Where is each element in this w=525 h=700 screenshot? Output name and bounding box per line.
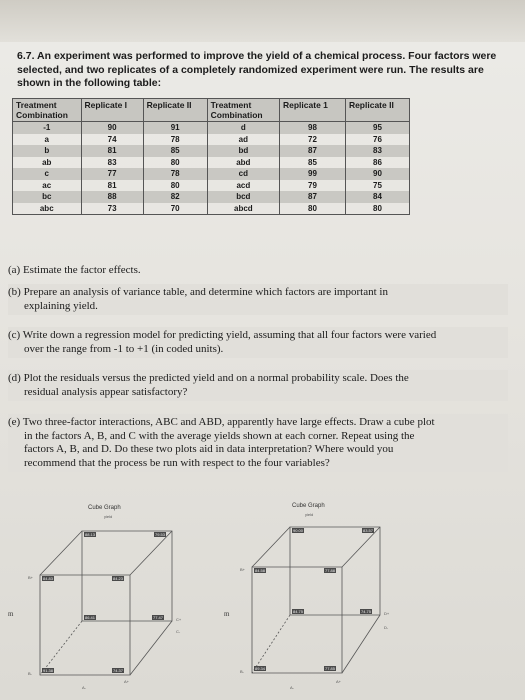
table-row [13,157,410,169]
side-mark: m [8,610,14,618]
corner-value: 86.41 [85,615,96,620]
table-cell: acd [207,180,279,192]
table-cell: 82 [143,191,207,203]
corner-value: 84.75 [293,609,304,614]
question-e-line1: (e) Two three-factor interactions, ABC and ABD, apparently have large effects. Draw a cube plot [8,416,435,428]
table-cell: 76 [345,134,409,146]
header-replicate-1: Replicate I [81,99,143,122]
cube-graph-title: Cube Graph [88,505,121,511]
table-cell: 83 [81,157,143,169]
axis-label: A+ [336,679,342,684]
question-d-line1: (d) Plot the residuals versus the predicted yield and on a normal probability scale. Does the [8,372,409,384]
table-cell: 84 [345,191,409,203]
axis-label: D+ [384,611,390,616]
question-d-line2: residual analysis appear satisfactory? [24,385,188,398]
header-replicate-1b: Replicate 1 [280,99,346,122]
table-cell: abc [13,203,82,215]
table-cell: d [207,122,279,134]
table-cell: 78 [143,134,207,146]
corner-value: 77.85 [325,666,336,671]
table-cell: -1 [13,122,82,134]
corner-value: 83.57 [363,528,374,533]
table-cell: 79 [280,180,346,192]
cube-graph-subtitle: yield [104,514,113,519]
table-cell: 80 [143,180,207,192]
table-row [13,122,410,134]
table-cell: ad [207,134,279,146]
table-cell: 87 [280,191,346,203]
axis-label: C+ [176,617,182,622]
corner-value: 74.37 [113,668,124,673]
question-e-line3: factors A, B, and D. Do these two plots aid in data interpretation? Where would you [24,443,394,455]
table-cell: 98 [280,122,346,134]
question-e-line2: in the factors A, B, and C with the average yields shown at each corner. Repeat using the [24,429,415,442]
table-cell: abd [207,157,279,169]
header-replicate-2b: Replicate II [345,99,409,122]
table-cell: 85 [143,145,207,157]
table-cell: a [13,134,82,146]
axis-label: D- [384,625,389,630]
problem-statement: 6.7. An experiment was performed to improve the yield of a chemical process. Four factors were selected, and two replicates of a completely randomized experiment were run. The results are shown in the following table: [17,50,497,89]
table-cell: 78 [143,168,207,180]
corner-value: 84.83 [43,576,54,581]
table-row [13,168,410,180]
table-cell: 88 [81,191,143,203]
axis-label: C- [176,629,181,634]
table-cell: 74 [81,134,143,146]
cube-outline [24,505,229,695]
corner-value: 77.88 [325,568,336,573]
question-e [8,414,508,472]
table-cell: 70 [143,203,207,215]
question-a: (a) Estimate the factor effects. [8,264,141,276]
cube-graph-title: Cube Graph [292,503,325,509]
table-cell: 81 [81,180,143,192]
question-c [8,327,508,358]
table-cell: 80 [143,157,207,169]
table-cell: abcd [207,203,279,215]
axis-label: A+ [124,679,130,684]
question-c-line1: (c) Write down a regression model for predicting yield, assuming that all four factors were varied [8,329,437,341]
table-cell: ab [13,157,82,169]
question-b-line1: (b) Prepare an analysis of variance table, and determine which factors are important in [8,286,388,298]
question-c-line2: over the range from -1 to +1 (in coded units). [24,342,224,355]
header-treatment-2: Treatment Combination [207,99,279,122]
axis-label: B- [28,671,32,676]
question-d [8,370,508,401]
corner-value: 84.23 [113,576,124,581]
question-b-line2: explaining yield. [24,299,98,312]
corner-value: 79.53 [155,532,166,537]
page-top-shadow [0,0,525,42]
table-cell: 81 [81,145,143,157]
table-cell: 86 [345,157,409,169]
table-row [13,180,410,192]
table-cell: 95 [345,122,409,134]
question-e-line4: recommend that the process be run with respect to the four variables? [24,456,330,469]
table-cell: 90 [81,122,143,134]
table-cell: 90 [345,168,409,180]
axis-label: A- [290,685,294,690]
corner-value: 84.58 [255,568,266,573]
corner-value: 89.34 [255,666,266,671]
table-cell: 75 [345,180,409,192]
table-cell: cd [207,168,279,180]
corner-value: 90.00 [293,528,304,533]
cube-graph-abc [24,505,229,695]
table-row [13,145,410,157]
question-b [8,284,508,315]
table-cell: 77 [81,168,143,180]
table-cell: 91 [143,122,207,134]
cube-graph-subtitle: yield [305,512,314,517]
table-cell: c [13,168,82,180]
table-cell: ac [13,180,82,192]
header-replicate-2: Replicate II [143,99,207,122]
side-mark: m [224,610,230,618]
corner-value: 88.13 [85,532,96,537]
table-cell: 85 [280,157,346,169]
corner-value: 74.75 [361,609,372,614]
table-row [13,203,410,215]
header-treatment-1: Treatment Combination [13,99,82,122]
cube-graph-abd [240,503,410,695]
table-cell: 99 [280,168,346,180]
axis-label: B+ [28,575,34,580]
axis-label: B- [240,669,244,674]
corner-value: 91.38 [43,668,54,673]
yield-table [12,98,410,215]
axis-label: A- [82,685,86,690]
table-row [13,134,410,146]
table-cell: 87 [280,145,346,157]
table-cell: bc [13,191,82,203]
table-cell: bcd [207,191,279,203]
table-cell: 73 [81,203,143,215]
table-cell: 83 [345,145,409,157]
table-header-row [13,99,410,122]
axis-label: B+ [240,567,246,572]
table-cell: bd [207,145,279,157]
table-cell: b [13,145,82,157]
table-cell: 80 [280,203,346,215]
corner-value: 77.47 [153,615,164,620]
table-cell: 72 [280,134,346,146]
table-cell: 80 [345,203,409,215]
table-row [13,191,410,203]
